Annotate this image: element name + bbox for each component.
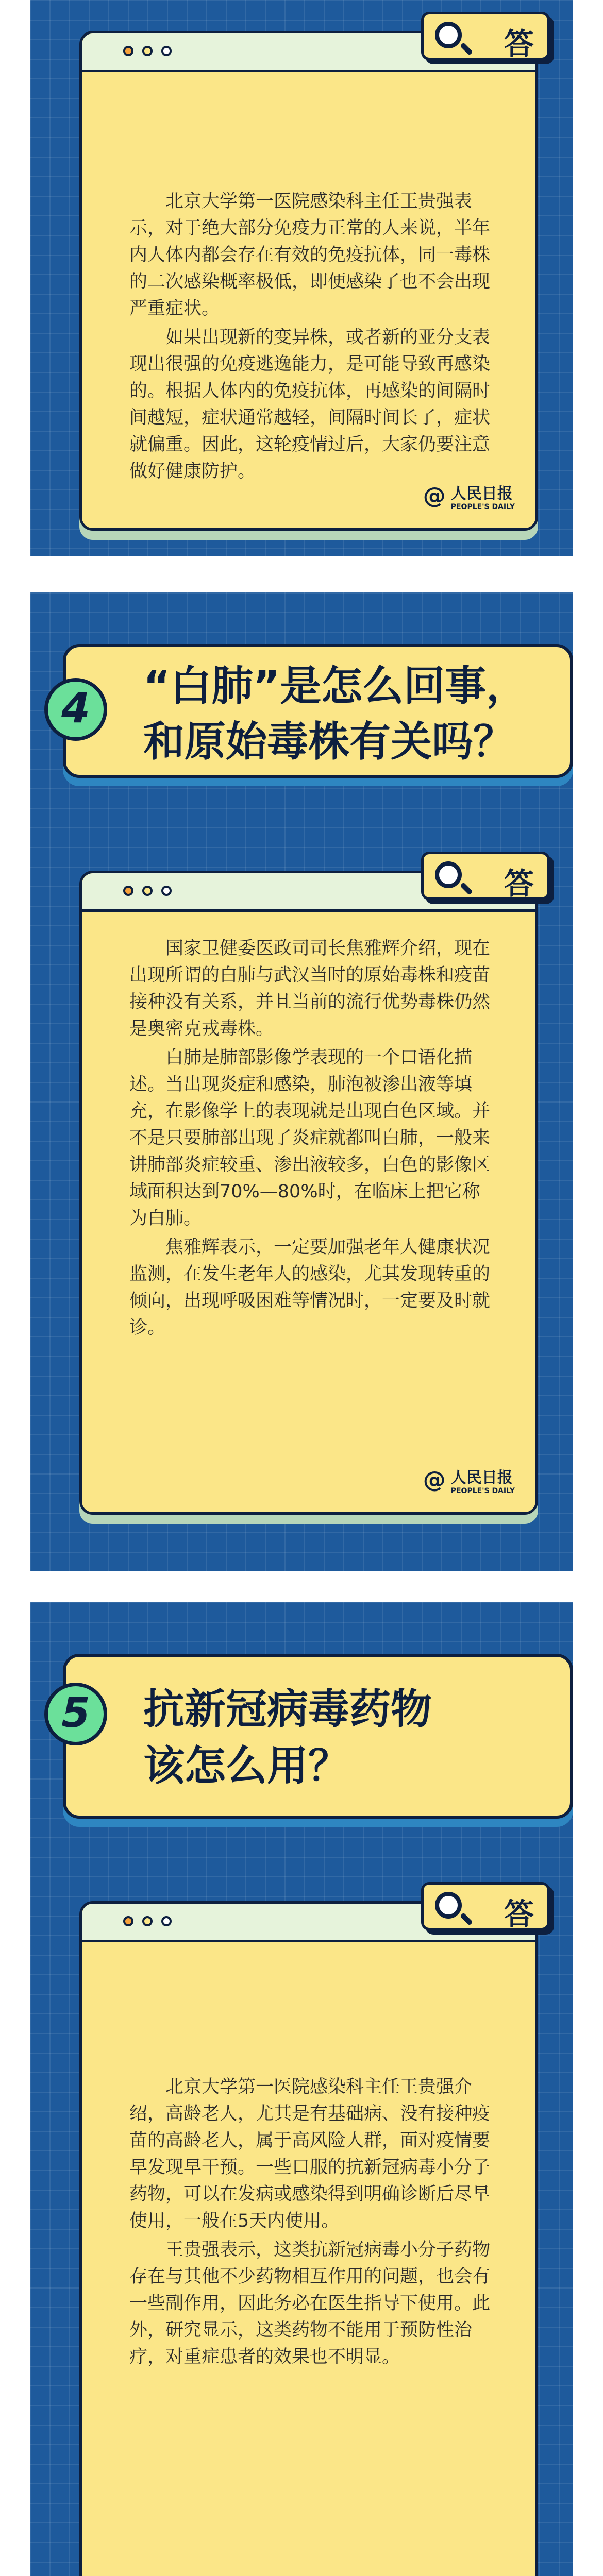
window-dot-icon: [142, 46, 153, 56]
logo-icon: @: [423, 482, 446, 509]
answer-text: [129, 188, 490, 487]
question-line-1: “白肺”是怎么回事，: [143, 662, 528, 710]
question-number: 4: [44, 678, 107, 741]
people-daily-logo: [423, 481, 515, 511]
answer-label: 答: [504, 866, 534, 901]
logo-sub: PEOPLE'S DAILY: [450, 503, 515, 511]
magnifier-icon: [435, 1892, 462, 1919]
question-banner-4: [63, 644, 573, 778]
window-dot-icon: [161, 46, 172, 56]
question-number: 5: [44, 1683, 107, 1745]
window-dot-icon: [123, 1916, 133, 1926]
window-dot-icon: [123, 46, 133, 56]
logo-icon: @: [423, 1466, 446, 1493]
magnifier-icon: [435, 861, 462, 888]
question-banner-5: [63, 1654, 573, 1819]
section-4-panel: [30, 592, 573, 1571]
section-3-panel: [30, 0, 573, 556]
people-daily-logo: [423, 1465, 515, 1495]
window-dot-icon: [123, 886, 133, 896]
answer-card-5: [79, 1896, 538, 2576]
logo-brand: 人民日报: [450, 485, 513, 503]
answer-label: 答: [504, 26, 534, 61]
window-dot-icon: [161, 1916, 172, 1926]
answer-badge: [421, 12, 550, 60]
paragraph: 焦雅辉表示，一定要加强老年人健康状况监测，在发生老年人的感染，尤其发现转重的倾向，出现呼吸困难等情况时，一定要及时就诊。: [129, 1237, 491, 1338]
paragraph: 国家卫健委医政司司长焦雅辉介绍，现在出现所谓的白肺与武汉当时的原始毒株和疫苗接种没有关系，并且当前的流行优势毒株仍然是奥密克戎毒株。: [129, 938, 491, 1039]
answer-text: [129, 2074, 490, 2372]
answer-badge: [421, 1882, 550, 1930]
question-line-1: 抗新冠病毒药物: [143, 1685, 432, 1733]
section-5-panel: [30, 1602, 573, 2576]
paragraph: 王贵强表示，这类抗新冠病毒小分子药物存在与其他不少药物相互作用的问题，也会有一些副作用，因此务必在医生指导下使用。此外，研究显示，这类药物不能用于预防性治疗，对重症患者的效果也不明显。: [129, 2240, 491, 2367]
answer-text: [129, 935, 490, 1343]
logo-brand: 人民日报: [450, 1469, 513, 1487]
paragraph: 北京大学第一医院感染科主任王贵强表示，对于绝大部分免疫力正常的人来说，半年内人体内都会存在有效的免疫抗体，同一毒株的二次感染概率极低，即便感染了也不会出现严重症状。: [129, 191, 491, 319]
answer-card-3: [79, 26, 538, 531]
answer-label: 答: [504, 1896, 534, 1931]
paragraph: 北京大学第一医院感染科主任王贵强介绍，高龄老人，尤其是有基础病、没有接种疫苗的高龄老人，属于高风险人群，面对疫情要早发现早干预。一些口服的抗新冠病毒小分子药物，可以在发病或感染得到明确诊断后尽早使用，一般在5天内使用。: [129, 2077, 491, 2231]
logo-sub: PEOPLE'S DAILY: [450, 1487, 515, 1495]
paragraph: 白肺是肺部影像学表现的一个口语化描述。当出现炎症和感染，肺泡被渗出液等填充，在影像学上的表现就是出现白色区域。并不是只要肺部出现了炎症就都叫白肺，一般来讲肺部炎症较重、渗出液较多，白色的影像区域面积达到70%—80%时，在临床上把它称为白肺。: [129, 1047, 491, 1229]
window-dot-icon: [142, 886, 153, 896]
magnifier-icon: [435, 22, 462, 48]
answer-card-4: [79, 866, 538, 1515]
question-line-2: 和原始毒株有关吗？: [143, 718, 514, 766]
answer-badge: [421, 852, 550, 900]
window-dot-icon: [142, 1916, 153, 1926]
question-line-2: 该怎么用？: [143, 1742, 349, 1790]
window-dot-icon: [161, 886, 172, 896]
paragraph: 如果出现新的变异株，或者新的亚分支表现出很强的免疫逃逸能力，是可能导致再感染的。根据人体内的免疫抗体，再感染的间隔时间越短，症状通常越轻，间隔时间长了，症状就偏重。因此，这轮疫情过后，大家仍要注意做好健康防护。: [129, 327, 491, 482]
